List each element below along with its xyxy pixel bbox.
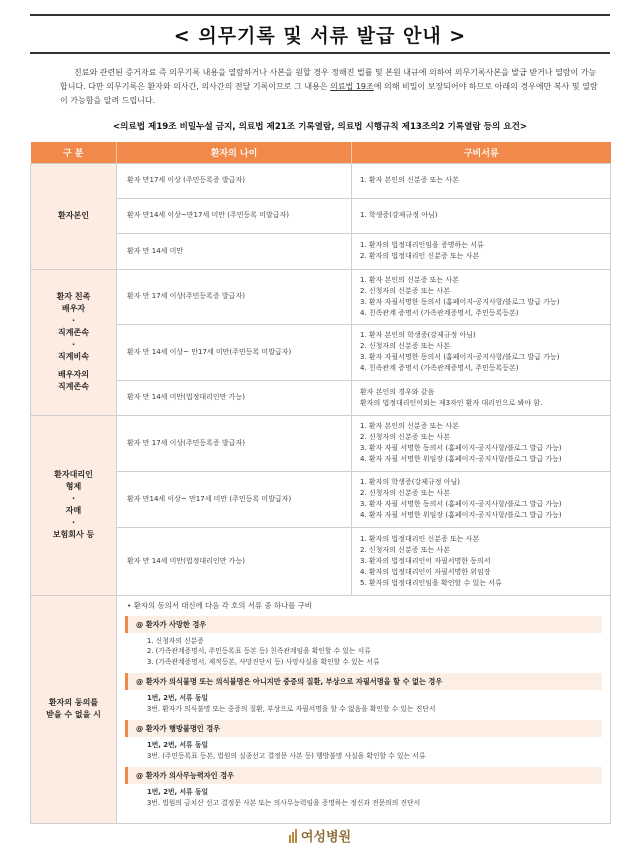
case-heading: @ 환자가 사망한 경우 bbox=[125, 616, 602, 633]
case-line: 3번. 법원의 금치산 선고 결정문 사본 또는 의사무능력임을 증명하는 정신과 전문의의 진단서 bbox=[147, 798, 421, 807]
doc-line: 1. 환자의 법정대리인 신분증 또는 사본 bbox=[360, 534, 480, 543]
header-category: 구 분 bbox=[31, 142, 117, 163]
docs-cell bbox=[352, 471, 611, 527]
category-line: 환자 친족 bbox=[56, 292, 91, 301]
table-row bbox=[31, 595, 611, 823]
intro-paragraph bbox=[60, 66, 600, 108]
category-line: 보험회사 등 bbox=[52, 530, 95, 539]
docs-cell bbox=[352, 198, 611, 233]
docs-cell bbox=[352, 324, 611, 380]
doc-line: 1. 환자 본인의 신분증 또는 사본 bbox=[360, 176, 459, 184]
doc-line: 4. 친족관계 증명서 (가족관계증명서, 주민등록등본) bbox=[360, 308, 519, 317]
category-line: 직계존속 bbox=[58, 382, 89, 391]
case-body bbox=[125, 633, 602, 670]
requirements-subheading: <의료법 제19조 비밀누설 금지, 의료법 제21조 기록열람, 의료법 시행규칙 제13조의2 기록열람 등의 요건> bbox=[112, 122, 528, 132]
case-line: 1번, 2번, 서류 동일 bbox=[147, 788, 209, 796]
table-row bbox=[31, 269, 611, 324]
intro-text-2: 에 의해 비밀이 보장되어야 하므로 아래의 경우에만 복사 및 열람이 가능함을 알려 드립니다. bbox=[60, 82, 598, 105]
table-row bbox=[31, 198, 611, 233]
hospital-name: 여성병원 bbox=[300, 830, 352, 845]
case-line: 2. (가족관계증명서, 주민등록표 등본 등) 친족관계임을 확인할 수 있는 서류 bbox=[147, 647, 371, 655]
page-title: < 의무기록 및 서류 발급 안내 > bbox=[173, 24, 467, 47]
case-heading: @ 환자가 의사무능력자인 경우 bbox=[125, 767, 602, 784]
case-line: 1번, 2번, 서류 동일 bbox=[147, 741, 209, 749]
doc-line: 1. 환자 본인의 신분증 또는 사본 bbox=[360, 275, 459, 284]
docs-cell bbox=[352, 380, 611, 415]
table-row bbox=[31, 324, 611, 380]
doc-line: 4. 환자 자필 서명한 위임장 (홈페이지-공지사항/블로그 발급 가능) bbox=[360, 455, 562, 463]
hospital-logo-icon bbox=[289, 829, 297, 843]
doc-line: 4. 친족관계 증명서 (가족관계증명서, 주민등록등본) bbox=[360, 364, 519, 372]
doc-line: 3. 환자 자필 서명한 동의서 (홈페이지-공지사항/블로그 발급 가능) bbox=[360, 444, 562, 452]
category-cell-relatives bbox=[31, 269, 117, 415]
doc-line: 1. 환자의 학생증(강제규정 아님) bbox=[360, 478, 460, 486]
age-cell: 환자 만17세 이상 (주민등록증 발급자) bbox=[117, 163, 352, 198]
docs-cell bbox=[352, 415, 611, 471]
category-line: 자매 bbox=[65, 506, 82, 515]
case-body bbox=[125, 737, 602, 763]
category-line: 환자의 동의를 bbox=[48, 698, 99, 707]
doc-line: 3. 환자의 법정대리인이 자필서명한 동의서 bbox=[360, 556, 491, 565]
doc-line: 1. 환자 본인의 신분증 또는 사본 bbox=[360, 422, 459, 430]
table-row bbox=[31, 415, 611, 471]
document-requirements-table bbox=[30, 142, 611, 824]
docs-cell bbox=[352, 527, 611, 595]
case-block-incompetent bbox=[125, 767, 602, 810]
doc-line: 3. 환자 자필 서명한 동의서 (홈페이지-공지사항/블로그 발급 가능) bbox=[360, 500, 562, 508]
age-cell: 환자 만 14세 미만(법정대리인만 가능) bbox=[117, 380, 352, 415]
category-line: 직계존속 bbox=[58, 328, 89, 337]
case-body bbox=[125, 690, 602, 716]
doc-line: 환자 본인의 경우와 같음 bbox=[360, 387, 435, 396]
case-body bbox=[125, 784, 602, 810]
case-block-missing bbox=[125, 720, 602, 763]
docs-cell bbox=[352, 233, 611, 269]
intro-text-1: 진료와 관련된 증거자료 즉 의무기록 내용을 열람하거나 사본을 원할 경우 정해진 법률 및 본원 내규에 의하여 의무기록사본을 발급 받거나 열람이 가능합니다. 다만 의무기록은 환자와 의사간, 의사간의 전달 기록이므로 그 내용은 bbox=[60, 68, 597, 91]
doc-line: 환자의 법정대리인이외는 제3자인 환자 대리인으로 봐야 함. bbox=[360, 398, 543, 407]
header-age: 환자의 나이 bbox=[117, 142, 352, 163]
category-line: · bbox=[71, 340, 76, 349]
category-line: 환자대리인 bbox=[54, 470, 93, 479]
age-cell: 환자 만 14세 미만 bbox=[117, 233, 352, 269]
title-bar bbox=[30, 14, 610, 54]
category-cell-agent bbox=[31, 415, 117, 595]
category-line: 배우자의 bbox=[58, 370, 89, 379]
header-docs: 구비서류 bbox=[352, 142, 611, 163]
no-consent-intro: • 환자의 동의서 대신에 다음 각 호의 서류 중 하나를 구비 bbox=[127, 600, 312, 610]
case-heading: @ 환자가 의식불명 또는 의식불명은 아니지만 중증의 질환, 부상으로 자필서명을 할 수 없는 경우 bbox=[125, 673, 602, 690]
table-row bbox=[31, 163, 611, 198]
category-line: 받을 수 없을 시 bbox=[46, 710, 101, 719]
case-line: 3번. 환자가 의식불명 또는 중증의 질환, 부상으로 자필서명을 할 수 없음을 확인할 수 있는 진단서 bbox=[147, 704, 436, 713]
case-block-unconscious bbox=[125, 673, 602, 716]
age-cell: 환자 만 17세 이상(주민등록증 발급자) bbox=[117, 415, 352, 471]
no-consent-docs-cell bbox=[117, 595, 611, 823]
doc-line: 3. 환자 자필서명한 동의서 (홈페이지-공지사항/블로그 발급 가능) bbox=[360, 353, 560, 361]
doc-line: 4. 환자의 법정대리인이 자필서명한 위임장 bbox=[360, 567, 491, 576]
footer-logo bbox=[0, 826, 640, 845]
doc-line: 2. 신청자의 신분증 또는 사본 bbox=[360, 545, 450, 554]
intro-law-reference: 의료법 19조 bbox=[330, 82, 374, 91]
case-line: 3번. (주민등록표 등본, 법원의 실종선고 결정문 사본 등) 행방불명 사실을 확인할 수 있는 서류 bbox=[147, 751, 426, 760]
doc-line: 1. 환자의 법정대리인임을 증명하는 서류 bbox=[360, 241, 484, 249]
doc-line: 1. 환자 본인의 학생증(강제규정 아님) bbox=[360, 331, 476, 339]
case-line: 3. (가족관계증명서, 제적등본, 사망진단서 등) 사망사실을 확인할 수 있는 서류 bbox=[147, 657, 380, 666]
docs-cell bbox=[352, 163, 611, 198]
category-cell-patient: 환자본인 bbox=[31, 163, 117, 269]
case-heading: @ 환자가 행방불명인 경우 bbox=[125, 720, 602, 737]
table-row bbox=[31, 233, 611, 269]
table-row bbox=[31, 380, 611, 415]
category-line: · bbox=[71, 494, 76, 503]
age-cell: 환자 만14세 이상~ 만17세 미만 (주민등록 미발급자) bbox=[117, 471, 352, 527]
category-line: 형제 bbox=[65, 482, 82, 491]
doc-line: 2. 신청자의 신분증 또는 사본 bbox=[360, 489, 450, 497]
category-line: · bbox=[71, 518, 76, 527]
doc-line: 2. 신청자의 신분증 또는 사본 bbox=[360, 342, 450, 350]
case-line: 1번, 2번, 서류 동일 bbox=[147, 694, 209, 702]
doc-line: 2. 신청자의 신분증 또는 사본 bbox=[360, 433, 450, 441]
category-line: · bbox=[71, 316, 76, 325]
docs-cell bbox=[352, 269, 611, 324]
category-line: 직계비속 bbox=[58, 352, 89, 361]
category-line: 배우자 bbox=[61, 304, 86, 313]
table-header-row bbox=[31, 142, 611, 163]
doc-line: 2. 환자의 법정대리인 신분증 또는 사본 bbox=[360, 252, 480, 260]
table-row bbox=[31, 471, 611, 527]
age-cell: 환자 만 14세 미만(법정대리인만 가능) bbox=[117, 527, 352, 595]
age-cell: 환자 만14세 이상~만17세 미만 (주민등록 미발급자) bbox=[117, 198, 352, 233]
doc-line: 1. 학생증(강제규정 아님) bbox=[360, 211, 438, 219]
table-row bbox=[31, 527, 611, 595]
doc-line: 3. 환자 자필서명한 동의서 (홈페이지-공지사항/블로그 발급 가능) bbox=[360, 297, 560, 306]
age-cell: 환자 만 14세 이상~ 만17세 미만(주민등록 미발급자) bbox=[117, 324, 352, 380]
case-line: 1. 신청자의 신분증 bbox=[147, 636, 204, 645]
age-cell: 환자 만 17세 이상(주민등록증 발급자) bbox=[117, 269, 352, 324]
doc-line: 4. 환자 자필 서명한 위임장 (홈페이지-공지사항/블로그 발급 가능) bbox=[360, 511, 562, 519]
case-block-deceased bbox=[125, 616, 602, 670]
category-cell-no-consent bbox=[31, 595, 117, 823]
doc-line: 2. 신청자의 신분증 또는 사본 bbox=[360, 286, 450, 295]
doc-line: 5. 환자의 법정대리인임을 확인할 수 있는 서류 bbox=[360, 578, 502, 587]
